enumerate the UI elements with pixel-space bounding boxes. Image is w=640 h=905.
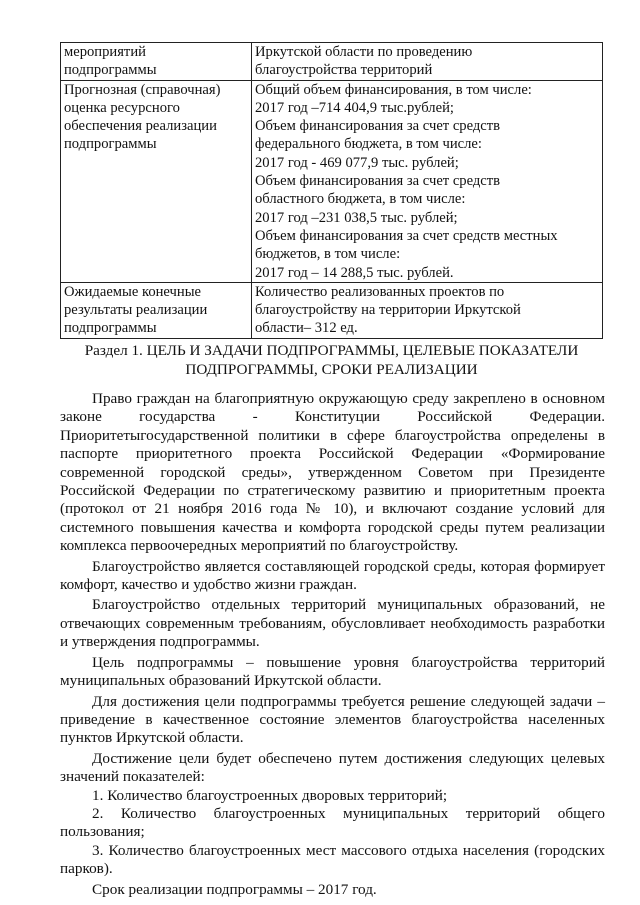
list-item: 1. Количество благоустроенных дворовых территорий; [92, 786, 448, 804]
table-cell-value [252, 282, 603, 338]
table-cell-label [61, 43, 252, 81]
cell-text-line: Объем финансирования за счет средств [255, 118, 501, 135]
cell-text-line: области– 312 ед. [255, 320, 358, 337]
paragraph: Для достижения цели подпрограммы требуется решение следующей задачи – приведение в качественное состояние элементов благоустройства населенных пунктов Иркутской области. [60, 692, 605, 747]
cell-text-line: Общий объем финансирования, в том числе: [255, 81, 532, 98]
passport-table [60, 42, 603, 339]
cell-text-line: оценка ресурсного [64, 99, 180, 116]
cell-text-line: бюджетов, в том числе: [255, 246, 401, 263]
cell-text-line: подпрограммы [64, 136, 157, 153]
cell-text-line: 2017 год –714 404,9 тыс.рублей; [255, 99, 454, 116]
body-text [60, 390, 605, 899]
list-item: 3. Количество благоустроенных мест массового отдыха населения (городских парков). [60, 841, 605, 878]
cell-text-line: Количество реализованных проектов по [255, 283, 505, 300]
cell-text-line: федерального бюджета, в том числе: [255, 136, 482, 153]
paragraph: Срок реализации подпрограммы – 2017 год. [92, 880, 377, 898]
cell-text-line: Ожидаемые конечные [64, 283, 201, 300]
section-heading-line: Раздел 1. ЦЕЛЬ И ЗАДАЧИ ПОДПРОГРАММЫ, ЦЕЛЕВЫЕ ПОКАЗАТЕЛИ [84, 342, 579, 359]
cell-text-line: подпрограммы [64, 62, 157, 79]
paragraph: Благоустройство является составляющей городской среды, которая формирует комфорт, качество и удобство жизни граждан. [60, 557, 605, 594]
cell-text-line: благоустройству на территории Иркутской [255, 302, 521, 319]
cell-text-line: благоустройства территорий [255, 62, 433, 79]
paragraph: Благоустройство отдельных территорий муниципальных образований, не отвечающих современным требованиям, обусловливает необходимость разработки и утверждения подпрограммы. [60, 596, 605, 651]
cell-text-line: 2017 год –231 038,5 тыс. рублей; [255, 209, 458, 226]
cell-text-line: мероприятий [64, 44, 146, 60]
cell-text-line: Объем финансирования за счет средств [255, 173, 501, 190]
section-heading [60, 341, 603, 379]
cell-text-line: Объем финансирования за счет средств местных [255, 227, 558, 244]
cell-text-line: Прогнозная (справочная) [64, 81, 221, 98]
table-row [61, 282, 603, 338]
cell-text-line: обеспечения реализации [64, 118, 217, 135]
table-cell-value [252, 43, 603, 81]
section-heading-line: ПОДПРОГРАММЫ, СРОКИ РЕАЛИЗАЦИИ [185, 361, 478, 378]
cell-text-line: областного бюджета, в том числе: [255, 191, 466, 208]
list-item: 2. Количество благоустроенных муниципальных территорий общего пользования; [60, 804, 605, 841]
table-row [61, 43, 603, 81]
cell-text-line: 2017 год - 469 077,9 тыс. рублей; [255, 154, 459, 171]
table-cell-label [61, 282, 252, 338]
cell-text-line: Иркутской области по проведению [255, 44, 473, 60]
table-cell-value [252, 80, 603, 282]
paragraph: Достижение цели будет обеспечено путем достижения следующих целевых значений показателей: [60, 749, 605, 786]
cell-text-line: результаты реализации [64, 302, 208, 319]
table-row [61, 80, 603, 282]
paragraph: Право граждан на благоприятную окружающую среду закреплено в основном законе государства - Конституции Российской Федерации. Приоритетыгосударственной политики в сфере благоустройства определены в паспорте приоритетного проекта Российской Федерации «Формирование современной городской среды», утвержденном Советом при Президенте Российской Федерации по стратегическому развитию и приоритетным проекта (протокол от 21 ноября 2016 года № 10), и включают создание условий для системного повышения качества и комфорта городской среды путем реализации комплекса первоочередных мероприятий по благоустройству. [60, 390, 605, 555]
paragraph: Цель подпрограммы – повышение уровня благоустройства территорий муниципальных образований Иркутской области. [60, 653, 605, 690]
cell-text-line: подпрограммы [64, 320, 157, 337]
table-cell-label [61, 80, 252, 282]
cell-text-line: 2017 год – 14 288,5 тыс. рублей. [255, 264, 454, 281]
